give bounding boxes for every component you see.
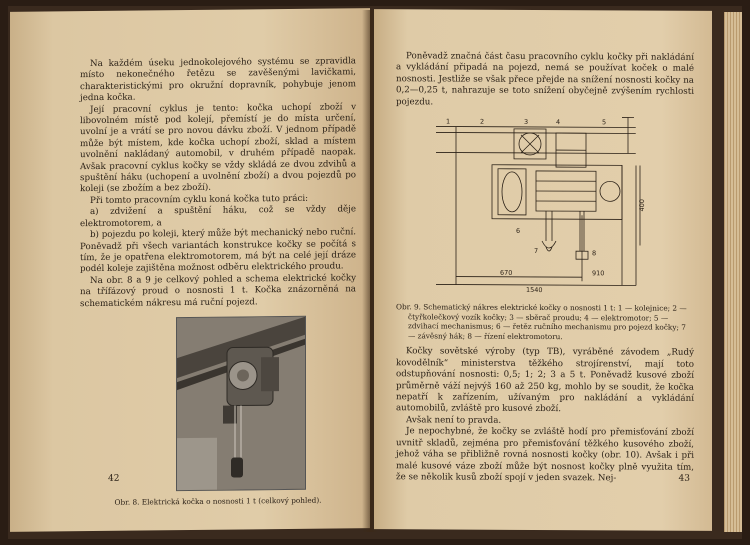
paragraph: Na obr. 8 a 9 je celkový pohled a schema elektrické kočky na třífázový proud o nosnosti 1 t. Kočka znázorněná na schematickém nákresu má ruční pojezd. — [80, 272, 356, 309]
callout-4: 4 — [556, 118, 561, 127]
callout-2: 2 — [480, 117, 485, 126]
paragraph: Její pracovní cyklus je tento: kočka uchopí zboží v libovolném místě pod kolejí, přemístí je do místa určení, uvolní je a vrátí se pro novou dávku zboží. V jednom případě může být místem, kde kočka uchopí zboží, sklad a místem uvolnění nakládaný automobil, v druhém případě naopak. Avšak pracovní cyklus kočky se vždy skládá ze dvou zdvihů a spuštění háku (uchopení a uvolnění zboží) a dvou pojezdů po koleji (se zbožím a bez zboží). — [80, 101, 356, 195]
paragraph: Je nepochybné, že kočky se zvláště hodí pro přemisťování zboží uvnitř skladů, zejména pro přemisťování těžkého kusového zboží, jehož váha se přibližně rovná nosnosti kočky (obr. 10). Avšak i při malé kusové váze zboží může být nosnost kočky plně využita tím, že se několik kusů zboží spojí v jeden svazek. Nej- — [396, 426, 694, 484]
callout-7: 7 — [534, 246, 539, 256]
figure-caption: Obr. 9. Schematický nákres elektrické kočky o nosnosti 1 t: 1 — kolejnice; 2 — čtyřkolečkový vozík kočky; 3 — sběrač proudu; 4 — elektromotor; 5 — zdvihací mechanismus; 6 — řetěz ručního mechanismu pro pojezd kočky; 7 — závěsný hák; 8 — řízení elektromotoru. — [396, 302, 687, 342]
paragraph: Na každém úseku jednokolejového systému se zpravidla místo nekonečného řetězu se zavěšenými lavičkami, charakteristickými pro okružní dopravník, pohybuje jenom jedna kočka. — [80, 56, 356, 104]
hoist-photo-drawing — [177, 317, 305, 490]
hoist-photo — [176, 316, 306, 491]
hoist-schematic — [396, 114, 692, 294]
page-number: 42 — [108, 473, 120, 484]
list-item: b) pojezdu po koleji, který může být mechanický nebo ruční. Poněvadž při všech variantách konstrukce kočky se počítá s tím, že je opatřena elektromotorem, má být na celé její dráze podél koleje zajištěna možnost odběru elektrického proudu. — [80, 227, 356, 275]
page-edges — [724, 12, 742, 532]
paragraph: Avšak není to pravda. — [406, 415, 502, 426]
callout-5: 5 — [602, 118, 607, 127]
callout-1: 1 — [446, 117, 451, 126]
figure-caption: Obr. 8. Elektrická kočka o nosnosti 1 t (celkový pohled). — [114, 495, 322, 507]
left-page — [10, 8, 370, 532]
paragraph: Při tomto pracovním cyklu koná kočka tuto práci: — [90, 193, 309, 206]
list-item: a) zdvižení a spuštění háku, což se vždy děje elektromotorem, a — [80, 204, 356, 229]
page-number: 43 — [678, 473, 690, 484]
callout-3: 3 — [524, 117, 529, 126]
dimension-height: 400 — [638, 199, 646, 212]
dimension-left: 670 — [500, 268, 513, 277]
paragraph: Kočky sovětské výroby (typ TB), vyráběné závodem „Rudý kovodělník“ ministerstva těžkého strojírenství, mají toto odstupňování nosnosti: 0,5; 1; 2; 3 a 5 t. Poněvadž kusové zboží průměrně váží nejvýš 160 až 250 kg, mohlo by se soudit, že kočka nepatří k zařízením, užívaným pro nakládání a vykládání automobilů, zvláště pro kusové zboží. — [396, 346, 694, 415]
right-page — [374, 9, 712, 531]
callout-6: 6 — [516, 226, 521, 235]
callout-8: 8 — [592, 249, 597, 258]
dimension-mid: 910 — [592, 269, 605, 278]
dimension-total: 1540 — [526, 285, 543, 294]
paragraph: Poněvadž značná část času pracovního cyklu kočky při nakládání a vykládání připadá na pojezd, nemá se používat koček o malé nosnosti. Jestliže se však přece přejde na snížení nosnosti kočky na 0,2—0,25 t, nahrazuje se toto snížení obyčejně zvýšením rychlosti pojezdu. — [396, 51, 694, 108]
